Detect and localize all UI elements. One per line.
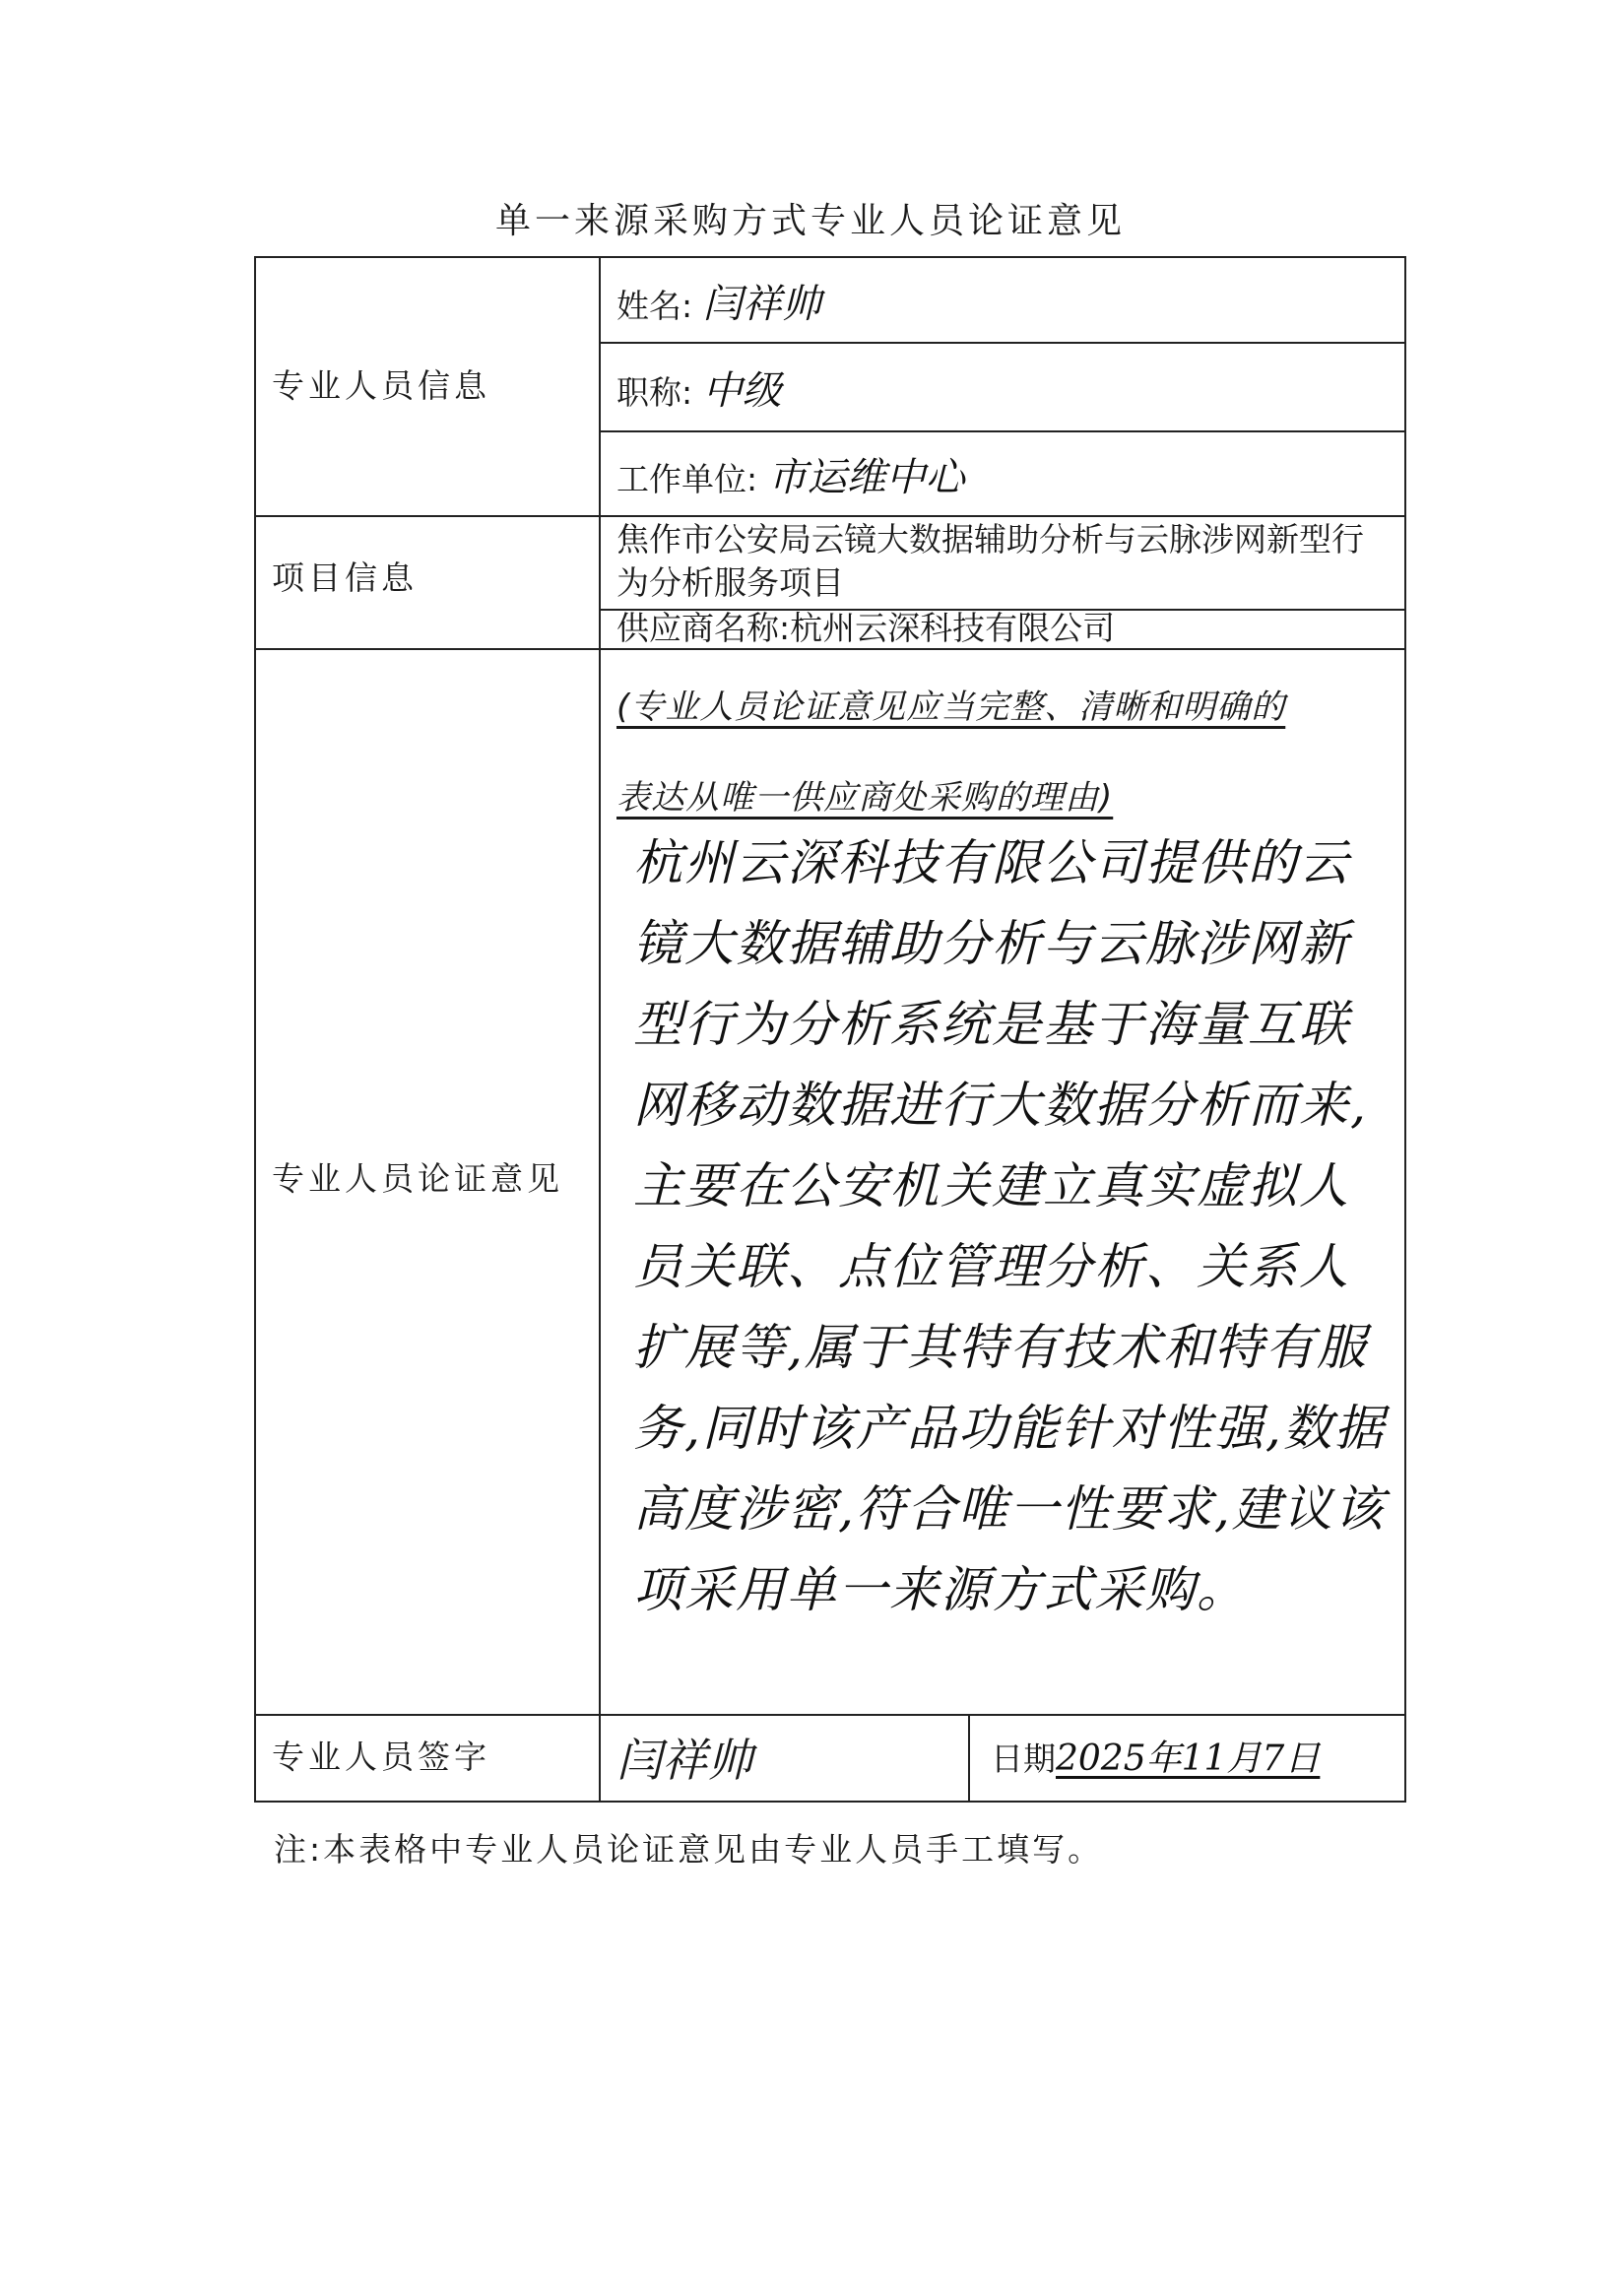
border-left (254, 256, 256, 1803)
name-handwritten: 闫祥帅 (702, 282, 821, 327)
project-info-label: 项目信息 (272, 558, 418, 597)
expert-info-label: 专业人员信息 (272, 366, 490, 405)
border-right (1404, 256, 1406, 1803)
row-divider (254, 515, 1406, 517)
date-divider (968, 1714, 970, 1803)
row-divider (254, 648, 1406, 650)
form-title: 单一来源采购方式专业人员论证意见 (494, 201, 1126, 241)
employer-handwritten: 市运维中心 (767, 455, 965, 500)
opinion-hint-line2: 表达从唯一供应商处采购的理由) (616, 778, 1114, 818)
employer-row (616, 451, 965, 504)
border-top (254, 256, 1406, 258)
supplier-name: 供应商名称:杭州云深科技有限公司 (616, 609, 1116, 647)
footnote: 注:本表格中专业人员论证意见由专业人员手工填写。 (274, 1830, 1104, 1869)
project-name: 焦作市公安局云镜大数据辅助分析与云脉涉网新型行为分析服务项目 (616, 520, 1364, 602)
name-row (616, 278, 821, 331)
row-divider (599, 342, 1406, 344)
row-divider (599, 430, 1406, 432)
job-title-handwritten: 中级 (702, 368, 782, 414)
border-bottom (254, 1801, 1406, 1803)
column-divider (599, 256, 601, 1803)
job-title-label: 职称: (616, 373, 693, 412)
opinion-hint (616, 662, 1394, 843)
opinion-hint-line1: (专业人员论证意见应当完整、清晰和明确的 (616, 688, 1286, 727)
opinion-handwritten: 杭州云深科技有限公司提供的云镜大数据辅助分析与云脉涉网新型行为分析系统是基于海量互联网移动数据进行大数据分析而来,主要在公安机关建立真实虚拟人员关联、点位管理分析、关系人扩展等,属于其特有技术和特有服务,同时该产品功能针对性强,数据高度涉密,符合唯一性要求,建议该项采用单一来源方式采购。 (633, 834, 1386, 1618)
date-handwritten: 2025年11月7日 (1056, 1738, 1321, 1779)
row-divider (254, 1714, 1406, 1716)
opinion-label: 专业人员论证意见 (272, 1159, 563, 1198)
employer-label: 工作单位: (616, 460, 758, 498)
date-label: 日期 (991, 1739, 1056, 1778)
title-row (616, 364, 782, 418)
signature-handwritten: 闫祥帅 (616, 1734, 752, 1787)
name-label: 姓名: (616, 287, 693, 325)
form-table (254, 256, 1406, 1803)
signature-label: 专业人员签字 (272, 1738, 490, 1776)
date-field (991, 1736, 1320, 1784)
